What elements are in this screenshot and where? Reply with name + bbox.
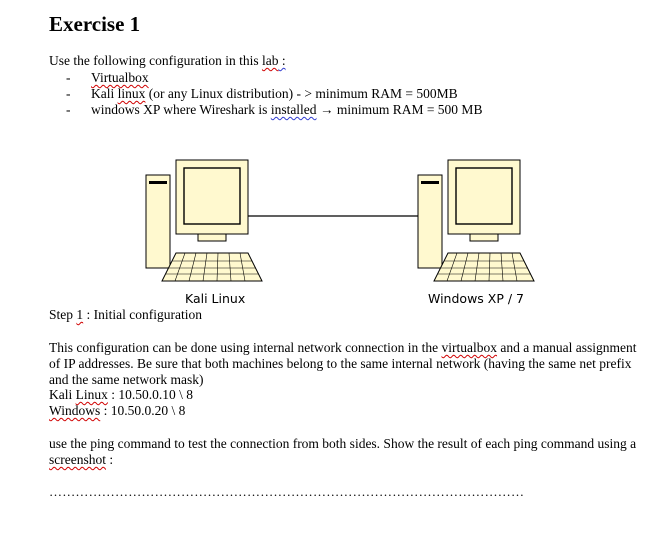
address-value: : 10.50.0.10 \ 8: [107, 387, 194, 402]
address-lead: Kali: [49, 387, 76, 402]
ping-post: :: [105, 452, 114, 467]
ping-squig: screenshot: [49, 452, 106, 467]
config-item-pre: windows XP where Wireshark is: [91, 102, 271, 117]
config-item-post: → minimum RAM = 500 MB: [316, 102, 483, 117]
network-diagram: [0, 150, 671, 310]
config-item-pre: Kali: [91, 86, 118, 101]
exercise-title: Exercise 1: [49, 12, 141, 36]
paragraph-squig: virtualbox: [441, 340, 498, 355]
config-item-post: (or any Linux distribution) - > minimum RAM = 500MB: [145, 86, 458, 101]
ping-instructions: [49, 436, 639, 468]
address-value: : 10.50.0.20 \ 8: [100, 403, 186, 418]
config-item-squig: linux: [117, 86, 146, 101]
config-item-virtualbox: [66, 70, 482, 86]
keyboard: [162, 253, 262, 281]
address-name: Linux: [75, 387, 108, 402]
answer-dotted-line: ………………………………………………………………………………………………: [49, 484, 525, 499]
intro-text: Use the following configuration in this lab :: [49, 53, 286, 68]
drive-slot: [149, 181, 167, 184]
kali-linux-label: Kali Linux: [185, 291, 246, 306]
monitor-screen: [456, 168, 512, 224]
monitor-stand: [198, 234, 226, 241]
list-dash: -: [66, 70, 71, 85]
config-item-windows: [66, 102, 482, 118]
address-name: Windows: [49, 403, 101, 418]
paragraph-post: and a manual assignment of IP addresses. Be sure that both machines belong to the same internal network (having the same net prefix and the same network mask): [49, 340, 637, 387]
monitor-stand: [470, 234, 498, 241]
tower-case: [146, 175, 170, 268]
intro-colon: :: [278, 53, 286, 68]
step-number: 1: [76, 307, 84, 322]
drive-slot: [421, 181, 439, 184]
config-item-kali: [66, 86, 482, 102]
kali-computer: [146, 160, 262, 281]
tower-case: [418, 175, 442, 268]
monitor-screen: [184, 168, 240, 224]
windows-computer: [418, 160, 534, 281]
paragraph-pre: This configuration can be done using internal network connection in the: [49, 340, 442, 355]
config-item-text: Virtualbox: [91, 70, 149, 85]
config-paragraph: [49, 340, 639, 388]
step-post: : Initial configuration: [83, 307, 202, 322]
step-heading: [49, 307, 202, 323]
list-dash: -: [66, 102, 71, 117]
config-item-squig: installed: [270, 102, 317, 117]
list-dash: -: [66, 86, 71, 101]
config-list: [66, 70, 482, 118]
windows-xp-label: Windows XP / 7: [428, 291, 524, 306]
windows-address-line: [49, 403, 185, 419]
kali-address-line: [49, 387, 193, 403]
ping-pre: use the ping command to test the connection from both sides. Show the result of each ping command using a: [49, 436, 637, 451]
intro-lab-word: lab: [261, 53, 279, 68]
keyboard: [434, 253, 534, 281]
step-pre: Step: [49, 307, 77, 322]
